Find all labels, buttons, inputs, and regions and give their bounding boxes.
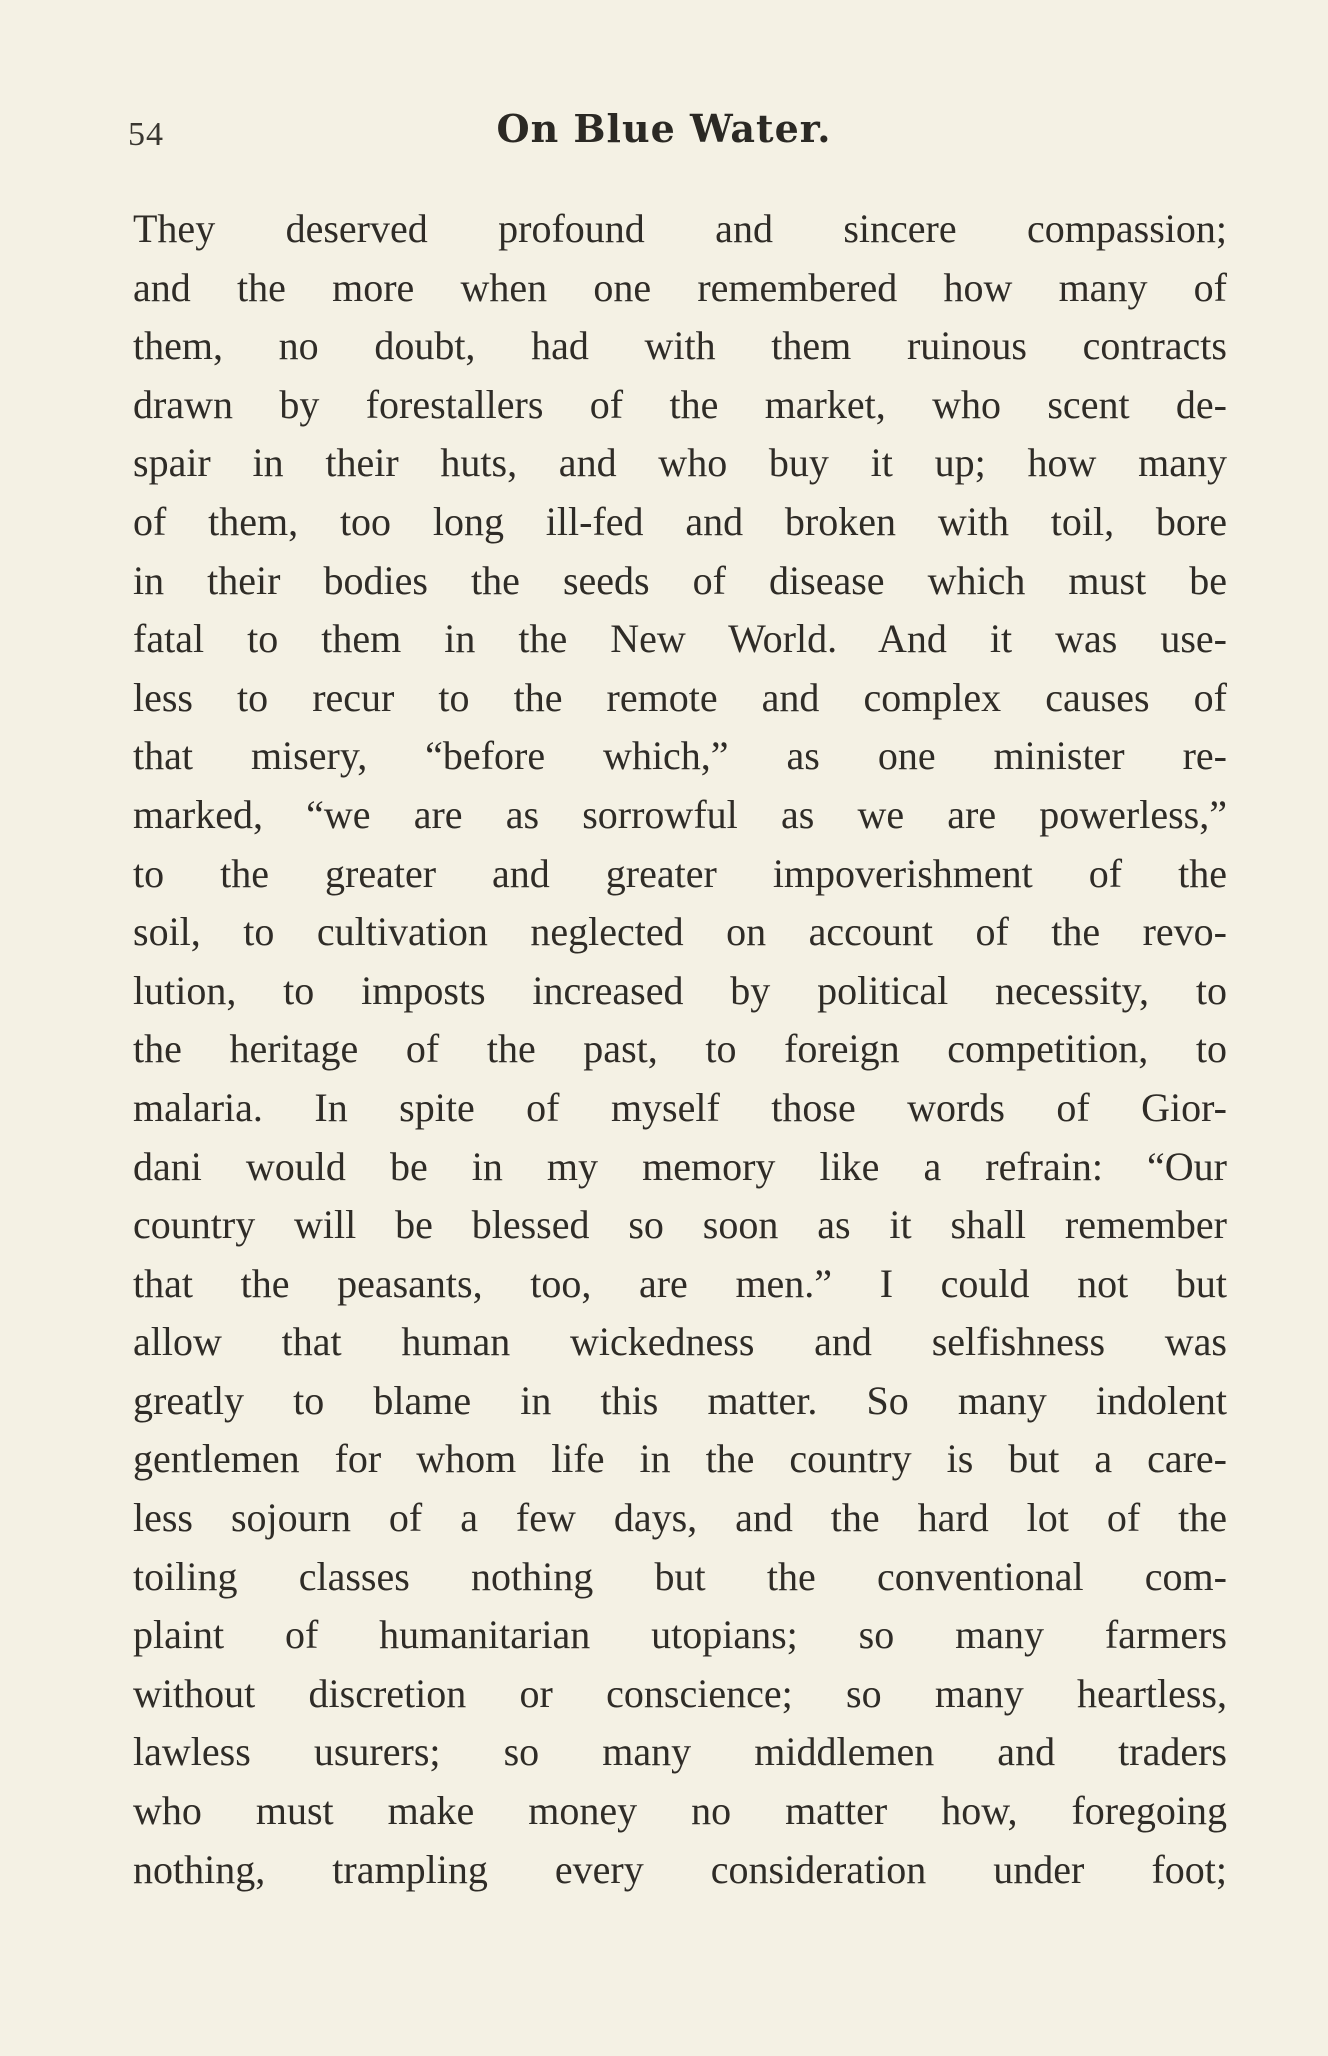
text-line: of them, too long ill-fed and broken with toil, bore (133, 498, 1227, 544)
text-line: spair in their huts, and who buy it up; how many (133, 440, 1227, 486)
body-text (133, 200, 1227, 1899)
text-line: and the more when one remembered how many of (133, 264, 1227, 310)
text-line: They deserved profound and sincere compassion; (133, 206, 1227, 251)
text-line: lawless usurers; so many middlemen and traders (133, 1729, 1227, 1775)
text-line: greatly to blame in this matter. So many indolent (133, 1377, 1227, 1423)
text-line: them, no doubt, had with them ruinous contracts (133, 323, 1227, 369)
text-line: the heritage of the past, to foreign competition, to (133, 1026, 1227, 1072)
text-line: toiling classes nothing but the conventional com- (133, 1553, 1227, 1599)
text-line: less sojourn of a few days, and the hard lot of the (133, 1495, 1227, 1541)
text-line: drawn by forestallers of the market, who scent de- (133, 381, 1227, 427)
text-line: that the peasants, too, are men.” I could not but (133, 1260, 1227, 1306)
text-line: who must make money no matter how, foregoing (133, 1788, 1227, 1834)
text-line: plaint of humanitarian utopians; so many farmers (133, 1612, 1227, 1658)
text-line: nothing, trampling every consideration under foot; (133, 1846, 1227, 1892)
text-line: that misery, “before which,” as one minister re- (133, 733, 1227, 779)
text-line: in their bodies the seeds of disease which must be (133, 557, 1227, 603)
text-line: allow that human wickedness and selfishness was (133, 1319, 1227, 1365)
text-line: soil, to cultivation neglected on account of the revo- (133, 909, 1227, 955)
text-line: less to recur to the remote and complex causes of (133, 674, 1227, 720)
text-line: to the greater and greater impoverishment of the (133, 850, 1227, 896)
text-line: malaria. In spite of myself those words of Gior- (133, 1084, 1227, 1130)
running-title: On Blue Water. (496, 106, 832, 151)
page-number: 54 (128, 116, 164, 153)
text-line: marked, “we are as sorrowful as we are powerless,” (133, 791, 1227, 837)
text-line: gentlemen for whom life in the country is but a care- (133, 1436, 1227, 1482)
text-line: country will be blessed so soon as it shall remember (133, 1202, 1227, 1248)
text-line: fatal to them in the New World. And it was use- (133, 616, 1227, 662)
text-line: dani would be in my memory like a refrain: “Our (133, 1143, 1227, 1189)
text-line: lution, to imposts increased by political necessity, to (133, 967, 1227, 1013)
text-line: without discretion or conscience; so many heartless, (133, 1670, 1227, 1716)
